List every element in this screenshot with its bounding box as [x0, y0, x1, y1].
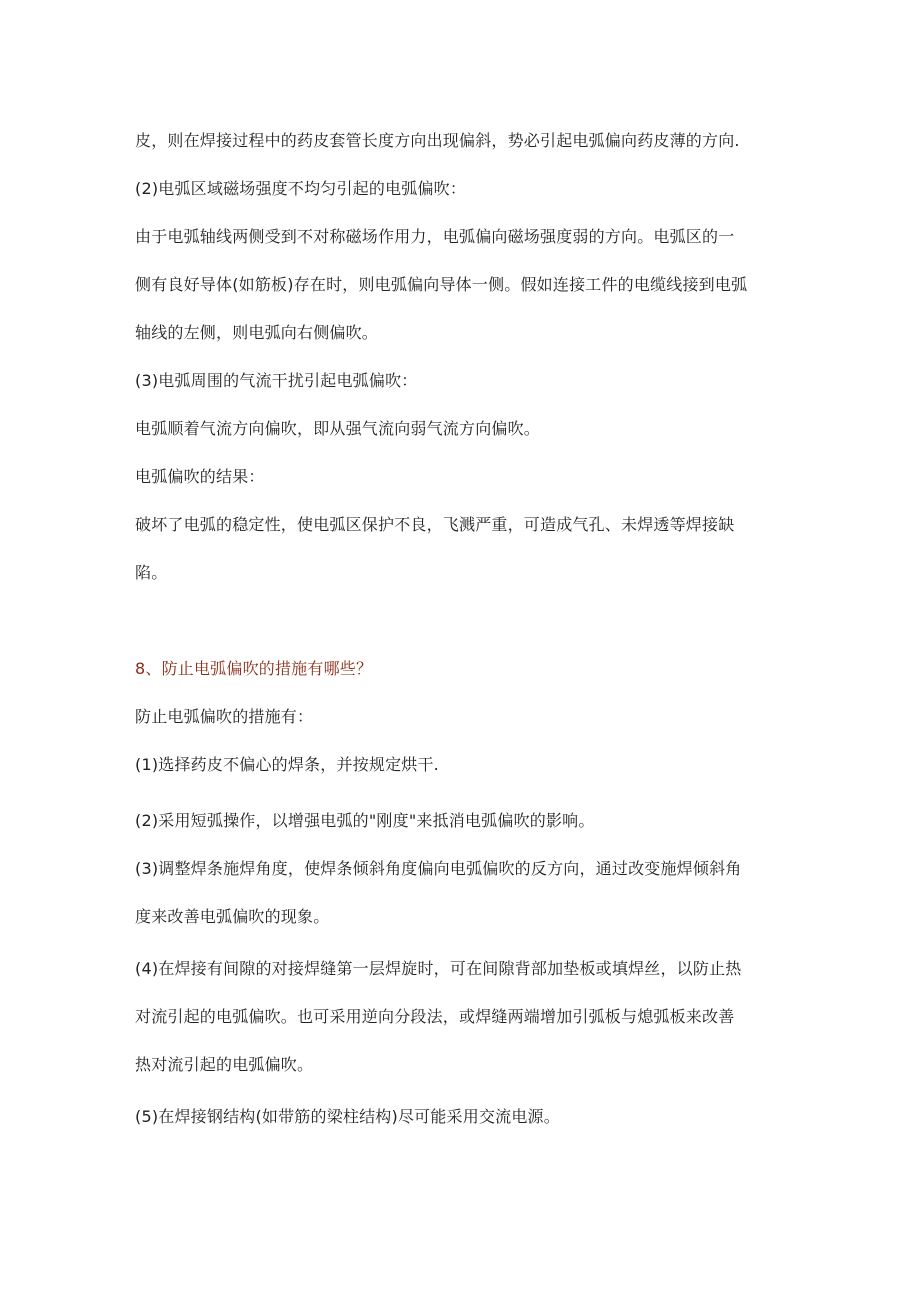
list-item: (5)在焊接钢结构(如带筋的梁柱结构)尽可能采用交流电源。: [135, 1107, 560, 1126]
list-item: (3)调整焊条施焊角度，使焊条倾斜角度偏向电弧偏吹的反方向，通过改变施焊倾斜角: [135, 859, 742, 878]
list-item-continuation: 热对流引起的电弧偏吹。: [135, 1055, 314, 1074]
question-heading: 8、防止电弧偏吹的措施有哪些？: [135, 659, 373, 678]
list-item: (4)在焊接有间隙的对接焊缝第一层焊旋时，可在间隙背部加垫板或填焊丝，以防止热: [135, 959, 742, 978]
paragraph-line: 电弧偏吹的结果：: [135, 467, 265, 486]
list-item-continuation: 度来改善电弧偏吹的现象。: [135, 907, 330, 926]
paragraph-line: 轴线的左侧，则电弧向右侧偏吹。: [135, 323, 379, 342]
list-item: (1)选择药皮不偏心的焊条，并按规定烘干.: [135, 755, 439, 774]
section-subheading: (3)电弧周围的气流干扰引起电弧偏吹：: [135, 371, 418, 390]
paragraph-line: 破坏了电弧的稳定性，使电弧区保护不良，飞溅严重，可造成气孔、未焊透等焊接缺: [135, 515, 735, 534]
paragraph-line: 防止电弧偏吹的措施有：: [135, 707, 314, 726]
paragraph-line: 皮，则在焊接过程中的药皮套管长度方向出现偏斜，势必引起电弧偏向药皮薄的方向.: [135, 131, 740, 150]
list-item: (2)采用短弧操作，以增强电弧的"刚度"来抵消电弧偏吹的影响。: [135, 811, 595, 830]
paragraph-line: 陷。: [135, 563, 168, 582]
paragraph-line: 侧有良好导体(如筋板)存在时，则电弧偏向导体一侧。假如连接工件的电缆线接到电弧: [135, 275, 748, 294]
paragraph-line: 电弧顺着气流方向偏吹，即从强气流向弱气流方向偏吹。: [135, 419, 541, 438]
paragraph-line: 由于电弧轴线两侧受到不对称磁场作用力，电弧偏向磁场强度弱的方向。电弧区的一: [135, 227, 735, 246]
section-subheading: (2)电弧区域磁场强度不均匀引起的电弧偏吹：: [135, 179, 467, 198]
list-item-continuation: 对流引起的电弧偏吹。也可采用逆向分段法，或焊缝两端增加引弧板与熄弧板来改善: [135, 1007, 735, 1026]
